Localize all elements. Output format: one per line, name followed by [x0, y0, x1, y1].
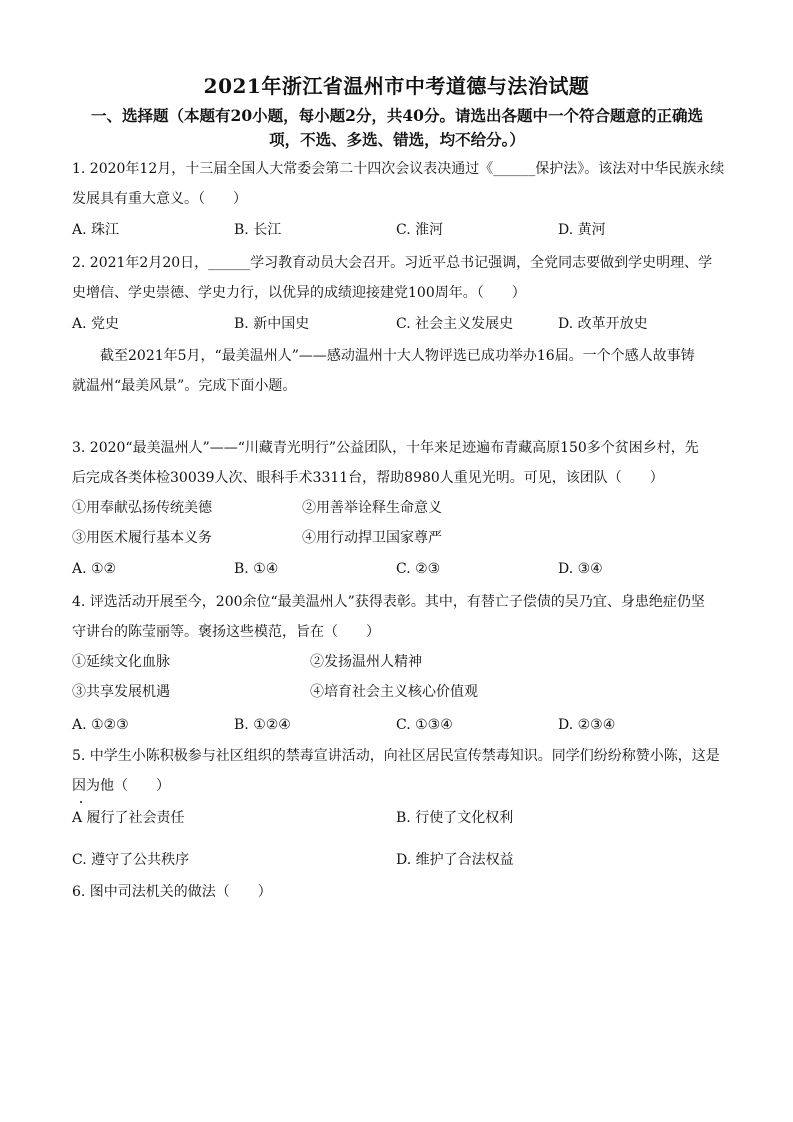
q4-stem-line-2: 守讲台的陈莹丽等。褒扬这些模范，旨在（ ）	[72, 624, 380, 640]
q1-option-b: B. 长江	[234, 222, 282, 238]
q3-statement-3: ③用医术履行基本义务	[72, 530, 212, 546]
q3-option-c: C. ②③	[396, 561, 441, 577]
q5-option-b: B. 行使了文化权利	[396, 810, 514, 826]
intro-line-1: 截至2021年5月，“最美温州人”——感动温州十大人物评选已成功举办16届。一个个感人故事铸	[100, 348, 695, 364]
q1-stem-line-2: 发展具有重大意义。（ ）	[72, 191, 247, 207]
q5-option-d: D. 维护了合法权益	[396, 852, 514, 868]
q6-stem-line-1: 6. 图中司法机关的做法（ ）	[72, 884, 272, 900]
q4-statement-3: ③共享发展机遇	[72, 684, 170, 700]
q3-statement-1: ①用奉献弘扬传统美德	[72, 500, 212, 516]
q5-option-c: C. 遵守了公共秩序	[72, 852, 190, 868]
q5-stem-line-1: 5. 中学生小陈积极参与社区组织的禁毒宣讲活动，向社区居民宣传禁毒知识。同学们纷纷称赞小陈，这是	[72, 748, 720, 764]
q2-option-a: A. 党史	[72, 316, 120, 332]
q5-option-a: A 履行了社会责任	[72, 810, 185, 826]
q4-option-c: C. ①③④	[396, 717, 453, 733]
q4-statement-2: ②发扬温州人精神	[310, 654, 422, 670]
q2-option-d: D. 改革开放史	[558, 316, 648, 332]
intro-line-2: 就温州“最美风景”。完成下面小题。	[72, 378, 297, 394]
q3-stem-line-2: 后完成各类体检30039人次、眼科手术3311台，帮助8980人重见光明。可见，该团队（ ）	[72, 470, 664, 486]
q2-option-b: B. 新中国史	[234, 316, 310, 332]
q1-option-c: C. 淮河	[396, 222, 444, 238]
q3-statement-4: ④用行动捍卫国家尊严	[302, 530, 442, 546]
section-header	[64, 104, 730, 152]
q3-option-a: A. ①②	[72, 561, 117, 577]
q5-stem-line-2: 因为他（ ）	[72, 778, 170, 794]
q4-option-b: B. ①②④	[234, 717, 291, 733]
section-header-line-2: 项，不选、多选、错选，均不给分。）	[269, 130, 525, 149]
page-title: 2021年浙江省温州市中考道德与法治试题	[203, 74, 590, 98]
q1-option-a: A. 珠江	[72, 222, 120, 238]
q2-option-c: C. 社会主义发展史	[396, 316, 514, 332]
q3-option-d: D. ③④	[558, 561, 603, 577]
q4-statement-1: ①延续文化血脉	[72, 654, 170, 670]
q3-option-b: B. ①④	[234, 561, 279, 577]
q4-stem-line-1: 4. 评选活动开展至今，200余位“最美温州人”获得表彰。其中，有替亡子偿债的吴乃宜、身患绝症仍坚	[72, 594, 705, 610]
q4-option-a: A. ①②③	[72, 717, 129, 733]
q1-stem-line-1: 1. 2020年12月，十三届全国人大常委会第二十四次会议表决通过《______保护法》。该法对中华民族永续	[72, 161, 725, 177]
q3-stem-line-1: 3. 2020“最美温州人”——“川藏青光明行”公益团队，十年来足迹遍布青藏高原150多个贫困乡村，先	[72, 440, 699, 456]
speck-mark	[80, 801, 82, 803]
q2-stem-line-1: 2. 2021年2月20日，______学习教育动员大会召开。习近平总书记强调，全党同志要做到学史明理、学	[72, 255, 713, 271]
q3-statement-2: ②用善举诠释生命意义	[302, 500, 442, 516]
q1-option-d: D. 黄河	[558, 222, 606, 238]
q4-statement-4: ④培育社会主义核心价值观	[310, 684, 478, 700]
q4-option-d: D. ②③④	[558, 717, 616, 733]
q2-stem-line-2: 史增信、学史崇德、学史力行，以优异的成绩迎接建党100周年。（ ）	[72, 285, 526, 301]
section-header-line-1: 一、选择题（本题有20小题，每小题2分，共40分。请选出各题中一个符合题意的正确选	[91, 106, 703, 125]
